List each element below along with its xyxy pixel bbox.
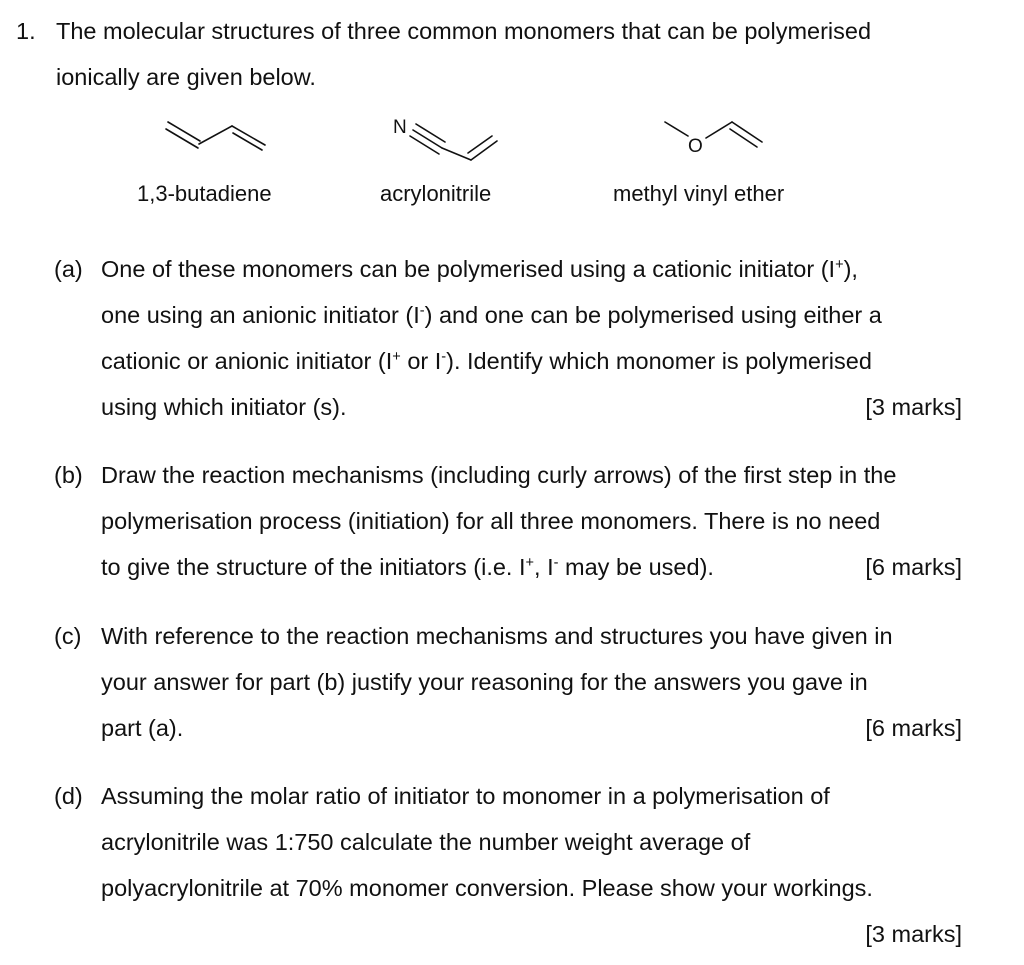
part-a-line4: using which initiator (s). [101,394,347,420]
part-c-line2: your answer for part (b) justify your reasoning for the answers you gave in [101,669,868,695]
part-a-line2: one using an anionic initiator (I-) and one can be polymerised using either a [101,302,882,328]
part-b-marks: [6 marks] [865,554,962,580]
acrylonitrile-label: acrylonitrile [380,181,492,206]
part-b-line3: to give the structure of the initiators (i.e. I+, I- may be used). [101,554,714,580]
part-d-line1: Assuming the molar ratio of initiator to monomer in a polymerisation of [101,783,830,809]
methyl-vinyl-ether-label: methyl vinyl ether [613,181,785,206]
part-c-marks: [6 marks] [865,715,962,741]
part-a-line3: cationic or anionic initiator (I+ or I-). Identify which monomer is polymerised [101,348,872,374]
part-b-letter: (b) [54,462,83,488]
question-intro-line1: The molecular structures of three common monomers that can be polymerised [56,18,872,44]
butadiene-label: 1,3-butadiene [137,181,272,206]
question-intro-line2: ionically are given below. [56,64,316,90]
part-d-marks: [3 marks] [865,921,962,947]
part-a-line1: One of these monomers can be polymerised using a cationic initiator (I+), [101,256,858,282]
nitrogen-atom-label: N [393,117,407,138]
part-d-line2: acrylonitrile was 1:750 calculate the number weight average of [101,829,751,855]
part-a-letter: (a) [54,256,83,282]
part-c-line3: part (a). [101,715,184,741]
part-d-letter: (d) [54,783,83,809]
part-b-line2: polymerisation process (initiation) for all three monomers. There is no need [101,508,881,534]
part-b-line1: Draw the reaction mechanisms (including curly arrows) of the first step in the [101,462,897,488]
part-d-line3: polyacrylonitrile at 70% monomer conversion. Please show your workings. [101,875,873,901]
oxygen-atom-label: O [688,136,703,157]
part-c-letter: (c) [54,623,82,649]
question-number: 1. [16,18,36,44]
part-a-marks: [3 marks] [865,394,962,420]
part-c-line1: With reference to the reaction mechanisms and structures you have given in [101,623,893,649]
